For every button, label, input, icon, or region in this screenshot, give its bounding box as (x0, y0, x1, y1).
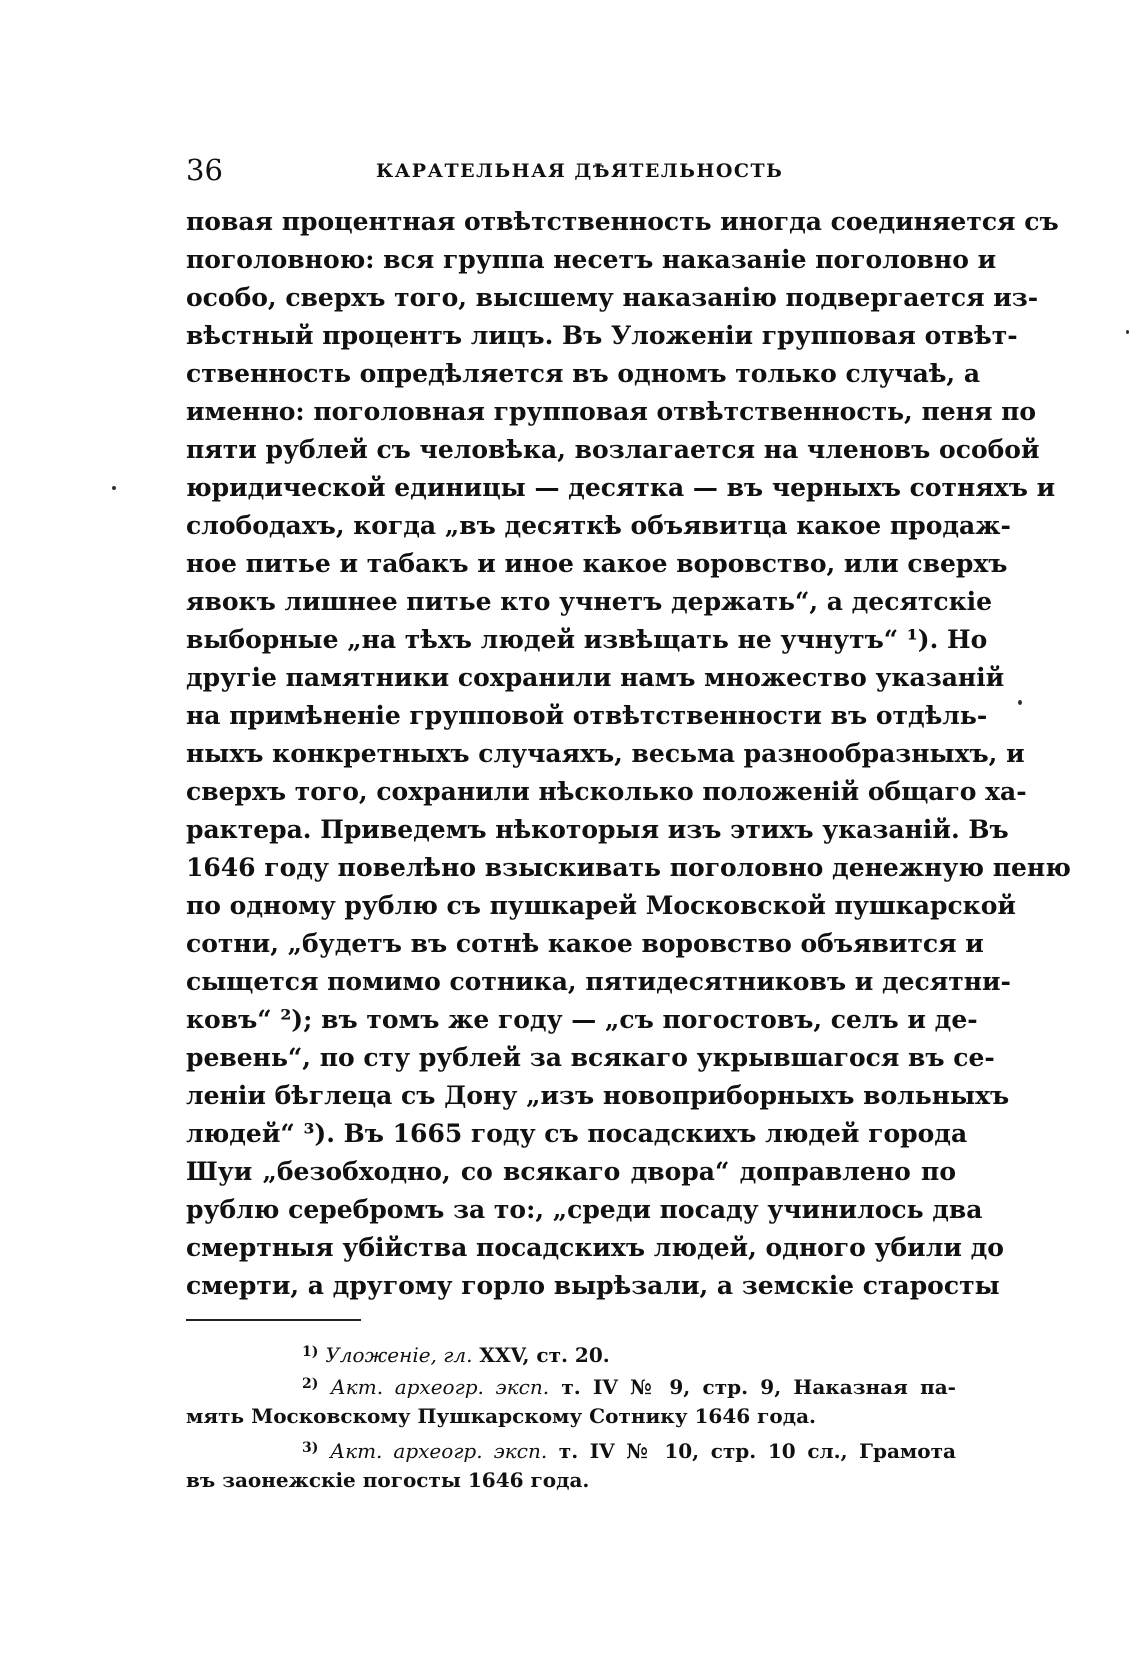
text-line: ковъ“ ²); въ томъ же году — „съ погостовъ, селъ и де- (186, 1005, 978, 1034)
scan-speck (1126, 330, 1129, 334)
footnote-marker: 3) (302, 1440, 319, 1456)
footnote-source: Уложеніе, гл. (325, 1343, 473, 1367)
text-line: смертныя убійства посадскихъ людей, одного убили до (186, 1233, 1004, 1262)
text-line: пяти рублей съ человѣка, возлагается на членовъ особой (186, 435, 1040, 464)
footnote-2 (186, 1368, 956, 1400)
running-title: КАРАТЕЛЬНАЯ ДѢЯТЕЛЬНОСТЬ (376, 160, 784, 182)
page-number: 36 (186, 153, 223, 187)
text-line: сотни, „будетъ въ сотнѣ какое воровство объявится и (186, 929, 984, 958)
text-line: вѣстный процентъ лицъ. Въ Уложеніи групповая отвѣт- (186, 321, 1018, 350)
text-line: ныхъ конкретныхъ случаяхъ, весьма разнообразныхъ, и (186, 739, 1025, 768)
text-line: сыщется помимо сотника, пятидесятниковъ и десятни- (186, 967, 1011, 996)
text-line: особо, сверхъ того, высшему наказанію подвергается из- (186, 283, 1039, 312)
footnote-separator (186, 1319, 361, 1321)
text-line: слободахъ, когда „въ десяткѣ объявитца какое продаж- (186, 511, 1011, 540)
footnote-marker: 2) (302, 1376, 319, 1392)
text-line: повая процентная отвѣтственность иногда соединяется съ (186, 207, 1059, 236)
text-line: на примѣненіе групповой отвѣтственности въ отдѣль- (186, 701, 988, 730)
text-line: леніи бѣглеца съ Дону „изъ новоприборныхъ вольныхъ (186, 1081, 1010, 1110)
text-line: 1646 году повелѣно взыскивать поголовно денежную пеню (186, 853, 1071, 882)
text-line: рублю серебромъ за то:, „среди посаду учинилось два (186, 1195, 983, 1224)
main-text (186, 203, 1071, 1305)
footnote-text: т. IV № 10, стр. 10 сл., Грамота (547, 1439, 956, 1463)
text-line: ственность опредѣляется въ одномъ только случаѣ, а (186, 359, 981, 388)
text-line: по одному рублю съ пушкарей Московской пушкарской (186, 891, 1016, 920)
footnote-marker: 1) (302, 1344, 319, 1360)
text-line: рактера. Приведемъ нѣкоторыя изъ этихъ указаній. Въ (186, 815, 1009, 844)
footnote-3 (186, 1432, 956, 1464)
text-line: другіе памятники сохранили намъ множество указаній (186, 663, 1005, 692)
footnote-3-continuation: въ заонежскіе погосты 1646 года. (186, 1468, 590, 1492)
footnote-source: Акт. археогр. эксп. (330, 1439, 548, 1463)
scan-speck (112, 486, 116, 490)
text-line: ревень“, по сту рублей за всякаго укрывшагося въ се- (186, 1043, 995, 1072)
page-header (186, 150, 956, 190)
text-line: явокъ лишнее питье кто учнетъ держать“, а десятскіе (186, 587, 993, 616)
footnotes (186, 1336, 956, 1496)
text-line: юридической единицы — десятка — въ черныхъ сотняхъ и (186, 473, 1056, 502)
text-line: смерти, а другому горло вырѣзали, а земскіе старосты (186, 1271, 1000, 1300)
text-line: людей“ ³). Въ 1665 году съ посадскихъ людей города (186, 1119, 968, 1148)
footnote-1 (186, 1336, 956, 1368)
text-line: именно: поголовная групповая отвѣтственность, пеня по (186, 397, 1037, 426)
footnote-2-continuation: мять Московскому Пушкарскому Сотнику 1646 года. (186, 1404, 816, 1428)
footnote-source: Акт. археогр. эксп. (330, 1375, 550, 1399)
text-line: поголовною: вся группа несетъ наказаніе поголовно и (186, 245, 997, 274)
scan-speck (1018, 700, 1022, 705)
footnote-text: XXV, ст. 20. (472, 1343, 610, 1367)
text-line: выборные „на тѣхъ людей извѣщать не учнутъ“ ¹). Но (186, 625, 988, 654)
text-line: сверхъ того, сохранили нѣсколько положеній общаго ха- (186, 777, 1027, 806)
footnote-text: т. IV № 9, стр. 9, Наказная па- (549, 1375, 956, 1399)
text-line: ное питье и табакъ и иное какое воровство, или сверхъ (186, 549, 1008, 578)
text-line: Шуи „безобходно, со всякаго двора“ доправлено по (186, 1157, 956, 1186)
